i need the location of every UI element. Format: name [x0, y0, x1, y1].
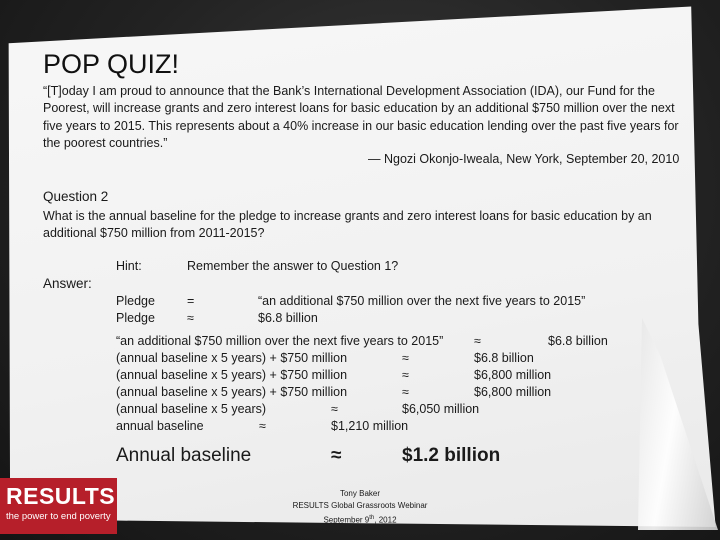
step-right: $1,210 million — [331, 419, 409, 433]
step-operator: ≈ — [402, 351, 409, 365]
logo-tagline: the power to end poverty — [6, 511, 111, 522]
result-value: $1.2 billion — [402, 445, 501, 466]
step-left: annual baseline — [116, 419, 204, 433]
pledge-label: Pledge — [116, 311, 155, 325]
step-right: $6,800 million — [474, 368, 552, 382]
step-left: (annual baseline x 5 years) + $750 million — [116, 368, 348, 382]
result-operator: ≈ — [331, 445, 342, 466]
step-left: “an additional $750 million over the next five years to 2015” — [116, 334, 444, 348]
step-left: (annual baseline x 5 years) + $750 million — [116, 351, 348, 365]
step-left: (annual baseline x 5 years) + $750 million — [116, 385, 348, 399]
step-operator: ≈ — [331, 402, 338, 416]
quote-text: “[T]oday I am proud to announce that the Bank’s International Development Association (IDA), our Fund for the Poorest, will increase grants and zero interest loans for basic education by an additional $750 million over the next five years to 2015. This represents about a 40% increase in our basic education lending over the past five years for the poorest countries.” — [43, 84, 679, 150]
logo-wordmark: RESULTS — [6, 483, 116, 509]
pledge-operator: = — [187, 294, 195, 308]
results-logo — [0, 478, 117, 534]
slide-title: POP QUIZ! — [43, 49, 180, 79]
question-heading: Question 2 — [43, 189, 109, 204]
step-operator: ≈ — [402, 385, 409, 399]
footer-event: RESULTS Global Grassroots Webinar — [292, 501, 428, 510]
pledge-value: $6.8 billion — [258, 311, 318, 325]
quote-attribution: — Ngozi Okonjo-Iweala, New York, September 20, 2010 — [368, 152, 680, 166]
pledge-value: “an additional $750 million over the next five years to 2015” — [258, 294, 586, 308]
hint-label: Hint: — [116, 259, 142, 273]
step-left: (annual baseline x 5 years) — [116, 402, 267, 416]
footer-presenter: Tony Baker — [339, 489, 381, 498]
pledge-label: Pledge — [116, 294, 155, 308]
step-operator: ≈ — [259, 419, 266, 433]
step-right: $6.8 billion — [474, 351, 534, 365]
step-operator: ≈ — [402, 368, 409, 382]
step-right: $6,800 million — [474, 385, 552, 399]
answer-label: Answer: — [43, 276, 92, 291]
result-label: Annual baseline — [116, 445, 252, 466]
step-right: $6.8 billion — [548, 334, 608, 348]
step-right: $6,050 million — [402, 402, 480, 416]
pledge-operator: ≈ — [187, 311, 194, 325]
footer-date: September 9th, 2012 — [323, 515, 397, 525]
question-text: What is the annual baseline for the pledge to increase grants and zero interest loans for basic education by an additional $750 million from 2011-2015? — [43, 209, 652, 240]
hint-text: Remember the answer to Question 1? — [187, 259, 399, 273]
step-operator: ≈ — [474, 334, 481, 348]
